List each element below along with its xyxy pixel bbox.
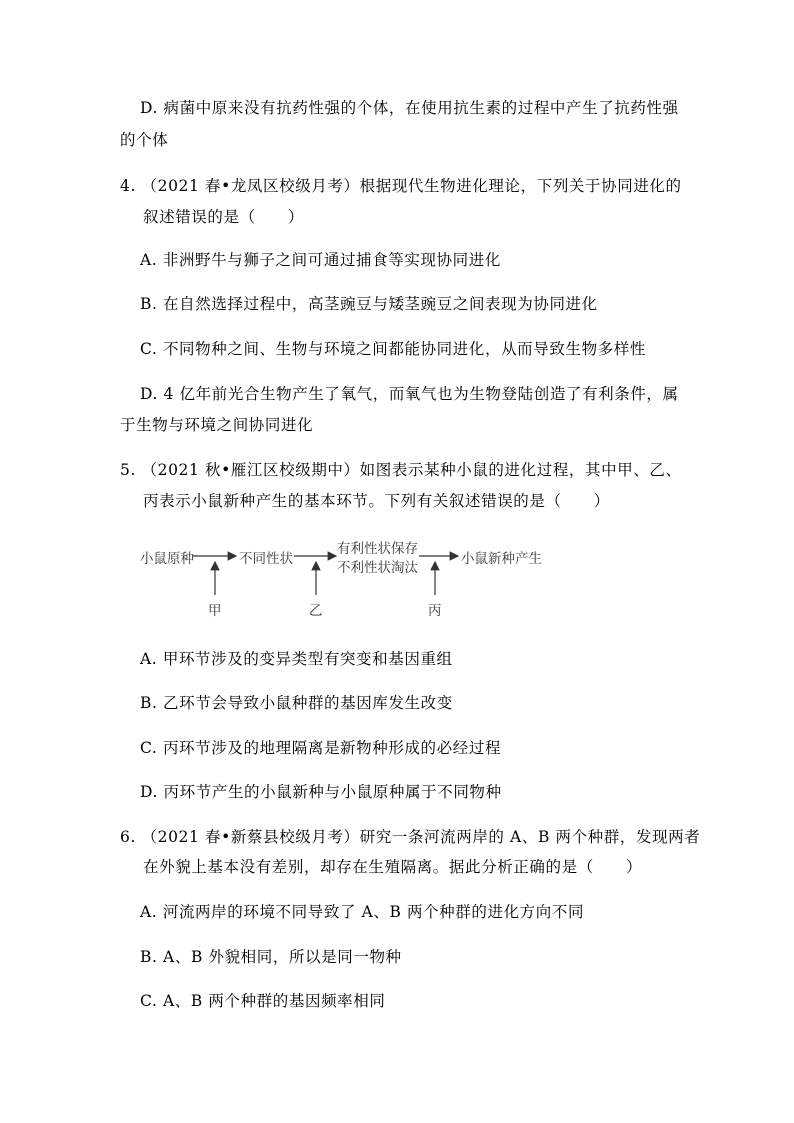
q4-option-d-line1: D. 4 亿年前光合生物产生了氧气，而氧气也为生物登陆创造了有利条件，属 <box>140 385 679 403</box>
q5-stem-line2: 丙表示小鼠新种产生的基本环节。下列有关叙述错误的是（ ） <box>143 492 610 510</box>
q6-stem-line2: 在外貌上基本没有差别，却存在生殖隔离。据此分析正确的是（ ） <box>143 858 643 876</box>
q4-option-a: A. 非洲野牛与狮子之间可通过捕食等实现协同进化 <box>140 251 501 269</box>
q5-option-d: D. 丙环节产生的小鼠新种与小鼠原种属于不同物种 <box>140 783 502 801</box>
q5-option-b: B. 乙环节会导致小鼠种群的基因库发生改变 <box>140 694 453 712</box>
q4-option-b: B. 在自然选择过程中，高茎豌豆与矮茎豌豆之间表现为协同进化 <box>140 295 598 313</box>
node-new-species: 小鼠新种产生 <box>461 551 542 567</box>
q6-option-b: B. A、B 外貌相同，所以是同一物种 <box>140 948 402 966</box>
q4-stem-line2: 叙述错误的是（ ） <box>143 208 305 226</box>
label-bing: 丙 <box>428 603 442 619</box>
q5-stem-line1: 5. （2021 秋•雁江区校级期中）如图表示某种小鼠的进化过程，其中甲、乙、 <box>120 461 682 479</box>
q3-option-d-line2: 的个体 <box>120 131 169 149</box>
node-selection-top: 有利性状保存 <box>337 541 418 557</box>
q6-option-a: A. 河流两岸的环境不同导致了 A、B 两个种群的进化方向不同 <box>140 903 585 921</box>
q5-option-a: A. 甲环节涉及的变异类型有突变和基因重组 <box>140 650 453 668</box>
node-selection-bottom: 不利性状淘汰 <box>337 560 418 576</box>
node-original-species: 小鼠原种 <box>140 551 194 567</box>
q3-option-d-line1: D. 病菌中原来没有抗药性强的个体，在使用抗生素的过程中产生了抗药性强 <box>140 99 679 117</box>
evolution-flow-diagram <box>140 535 560 625</box>
label-jia: 甲 <box>208 603 222 619</box>
q4-option-d-line2: 于生物与环境之间协同进化 <box>120 416 314 434</box>
node-different-traits: 不同性状 <box>239 551 293 567</box>
q4-stem-line1: 4. （2021 春•龙凤区校级月考）根据现代生物进化理论，下列关于协同进化的 <box>120 177 682 195</box>
q6-option-c: C. A、B 两个种群的基因频率相同 <box>140 992 386 1010</box>
q4-option-c: C. 不同物种之间、生物与环境之间都能协同进化，从而导致生物多样性 <box>140 340 646 358</box>
label-yi: 乙 <box>309 603 323 619</box>
q5-option-c: C. 丙环节涉及的地理隔离是新物种形成的必经过程 <box>140 739 502 757</box>
q6-stem-line1: 6. （2021 春•新蔡县校级月考）研究一条河流两岸的 A、B 两个种群，发现两者 <box>120 828 701 846</box>
